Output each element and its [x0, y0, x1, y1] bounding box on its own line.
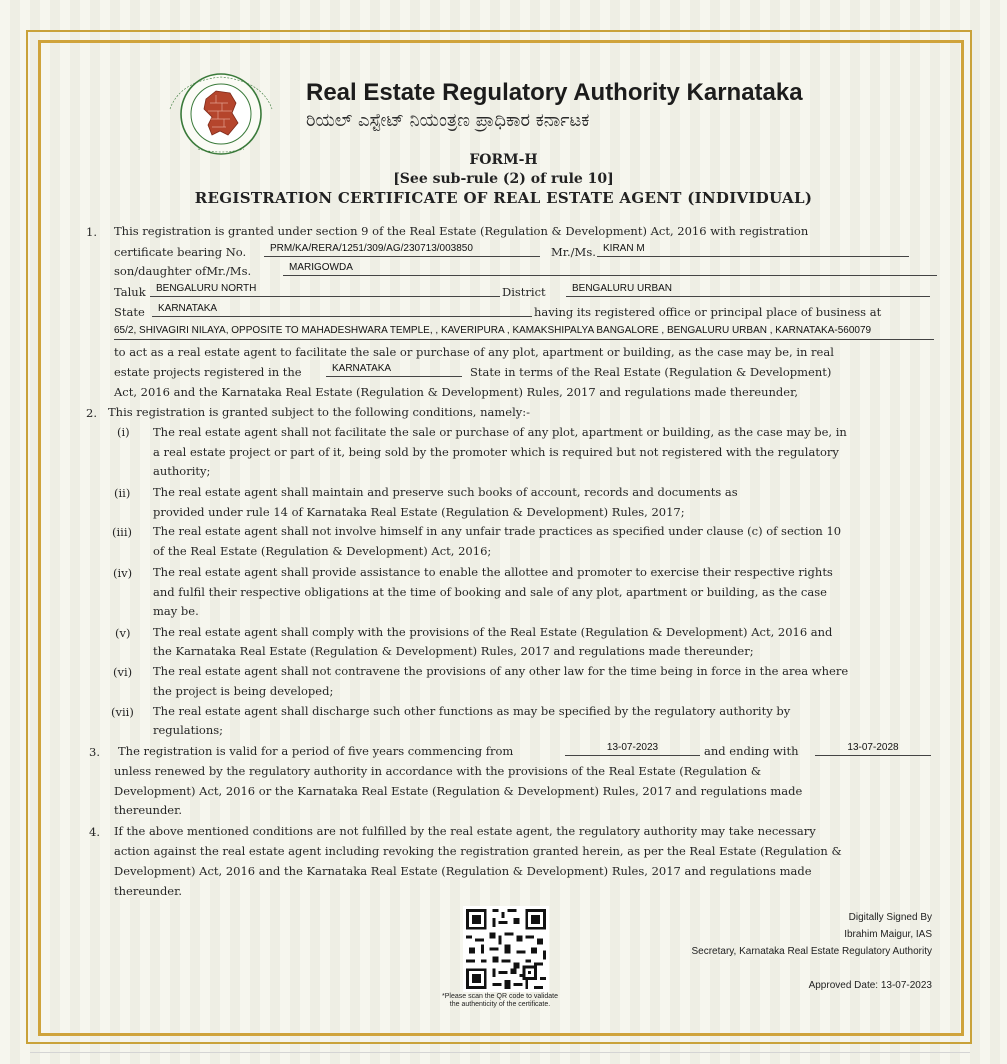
rera-emblem-logo — [150, 73, 292, 155]
condition-line: The real estate agent shall comply with the provisions of the Real Estate (Regulation & Development) Act, 2016 and — [153, 625, 833, 639]
qr-note-line2: the authenticity of the certificate. — [449, 1001, 551, 1008]
para3-line: Development) Act, 2016 or the Karnataka Real Estate (Regulation & Development) Rules, 2017 and regulations made — [114, 784, 803, 798]
district-value: BENGALURU URBAN — [566, 283, 930, 297]
para4-line: thereunder. — [114, 884, 183, 898]
address-value: 65/2, SHIVAGIRI NILAYA, OPPOSITE TO MAHADESHWARA TEMPLE, , KAVERIPURA , KAMAKSHIPALYA BANGALORE , BENGALURU URBAN , KARNATAKA-560079 — [114, 325, 934, 340]
para-number: 1. — [86, 225, 97, 239]
valid-from-date: 13-07-2023 — [565, 742, 700, 756]
having-text: having its registered office or principal place of business at — [534, 305, 882, 319]
state-label: State — [114, 305, 145, 319]
signatory-designation: Secretary, Karnataka Real Estate Regulatory Authority — [691, 946, 932, 957]
para1-act-line: to act as a real estate agent to facilitate the sale or purchase of any plot, apartment or building, as the case may be, in real — [114, 345, 834, 359]
para1-final-line: Act, 2016 and the Karnataka Real Estate (Regulation & Development) Rules, 2017 and regulations made thereunder, — [114, 385, 798, 399]
cert-no-label: certificate bearing No. — [114, 245, 247, 259]
registration-number-value: PRM/KA/RERA/1251/309/AG/230713/003850 — [264, 243, 540, 257]
form-label: FORM-H — [469, 152, 538, 168]
para1-state-terms: State in terms of the Real Estate (Regulation & Development) — [470, 365, 832, 379]
condition-line: The real estate agent shall provide assistance to enable the allottee and promoter to exercise their respective rights — [153, 565, 833, 579]
page-divider — [30, 1052, 970, 1053]
condition-line: The real estate agent shall not involve himself in any unfair trade practices as specified under clause (c) of section 10 — [153, 524, 842, 538]
agent-name-value: KIRAN M — [597, 243, 909, 257]
condition-line: may be. — [153, 604, 199, 618]
condition-line: and fulfil their respective obligations at the time of booking and sale of any plot, apartment or building, as the case — [153, 585, 827, 599]
approved-date: Approved Date: 13-07-2023 — [808, 980, 932, 991]
sub-rule-label: [See sub-rule (2) of rule 10] — [393, 171, 614, 187]
mrms-label: Mr./Ms. — [551, 245, 596, 259]
condition-line: The real estate agent shall not facilitate the sale or purchase of any plot, apartment or building, as the case may be, in — [153, 425, 847, 439]
para2-intro: This registration is granted subject to the following conditions, namely:- — [108, 405, 531, 419]
signatory-name: Ibrahim Maigur, IAS — [844, 929, 932, 940]
condition-line: regulations; — [153, 723, 224, 737]
condition-number: (i) — [117, 425, 130, 439]
qr-code-icon[interactable] — [463, 906, 549, 992]
condition-line: the project is being developed; — [153, 684, 334, 698]
condition-line: a real estate project or part of it, being sold by the promoter which is required but not registered with the regulatory — [153, 445, 839, 459]
condition-number: (iii) — [112, 525, 133, 539]
state-value: KARNATAKA — [152, 303, 532, 317]
para4-line: If the above mentioned conditions are not fulfilled by the real estate agent, the regulatory authority may take necessary — [114, 824, 816, 838]
condition-number: (vii) — [111, 705, 134, 719]
condition-line: authority; — [153, 464, 211, 478]
taluk-value: BENGALURU NORTH — [150, 283, 500, 297]
para-number: 2. — [86, 406, 97, 420]
qr-note-line1: *Please scan the QR code to validate — [442, 993, 558, 1000]
condition-line: of the Real Estate (Regulation & Development) Act, 2016; — [153, 544, 492, 558]
condition-number: (iv) — [113, 566, 133, 580]
condition-line: the Karnataka Real Estate (Regulation & Development) Rules, 2017 and regulations made thereunder; — [153, 644, 754, 658]
para1-line1: This registration is granted under section 9 of the Real Estate (Regulation & Development) Act, 2016 with registration — [114, 224, 809, 238]
authority-title-english: Real Estate Regulatory Authority Karnataka — [306, 79, 803, 106]
para4-line: action against the real estate agent including revoking the registration granted herein, as per the Real Estate (Regulation & — [114, 844, 842, 858]
condition-line: provided under rule 14 of Karnataka Real Estate (Regulation & Development) Rules, 2017; — [153, 505, 685, 519]
para4-line: Development) Act, 2016 and the Karnataka Real Estate (Regulation & Development) Rules, 2017 and regulations made — [114, 864, 812, 878]
condition-line: The real estate agent shall discharge such other functions as may be specified by the regulatory authority by — [153, 704, 791, 718]
district-label: District — [502, 285, 546, 299]
taluk-label: Taluk — [114, 285, 146, 299]
para3-line: thereunder. — [114, 803, 183, 817]
para1-projects-line: estate projects registered in the — [114, 365, 302, 379]
parent-name-value: MARIGOWDA — [283, 262, 937, 276]
para3-lead: The registration is valid for a period of five years commencing from — [118, 744, 514, 758]
condition-number: (ii) — [114, 486, 131, 500]
authority-title-kannada: ರಿಯಲ್ ಎಸ್ಟೇಟ್ ನಿಯಂತ್ರಣ ಪ್ರಾಧಿಕಾರ ಕರ್ನಾಟಕ — [306, 110, 590, 131]
para3-ending: and ending with — [704, 744, 799, 758]
signed-by-label: Digitally Signed By — [848, 912, 932, 923]
parent-label: son/daughter ofMr./Ms. — [114, 264, 252, 278]
condition-line: The real estate agent shall not contravene the provisions of any other law for the time being in force in the area where — [153, 664, 849, 678]
condition-line: The real estate agent shall maintain and preserve such books of account, records and documents as — [153, 485, 738, 499]
qr-note — [410, 993, 590, 1009]
para-number: 4. — [89, 825, 100, 839]
project-state-value: KARNATAKA — [326, 363, 462, 377]
condition-number: (v) — [115, 626, 131, 640]
para3-line: unless renewed by the regulatory authority in accordance with the provisions of the Real Estate (Regulation & — [114, 764, 762, 778]
condition-number: (vi) — [113, 665, 133, 679]
valid-to-date: 13-07-2028 — [815, 742, 931, 756]
certificate-title: REGISTRATION CERTIFICATE OF REAL ESTATE AGENT (INDIVIDUAL) — [194, 189, 813, 207]
para-number: 3. — [89, 745, 100, 759]
